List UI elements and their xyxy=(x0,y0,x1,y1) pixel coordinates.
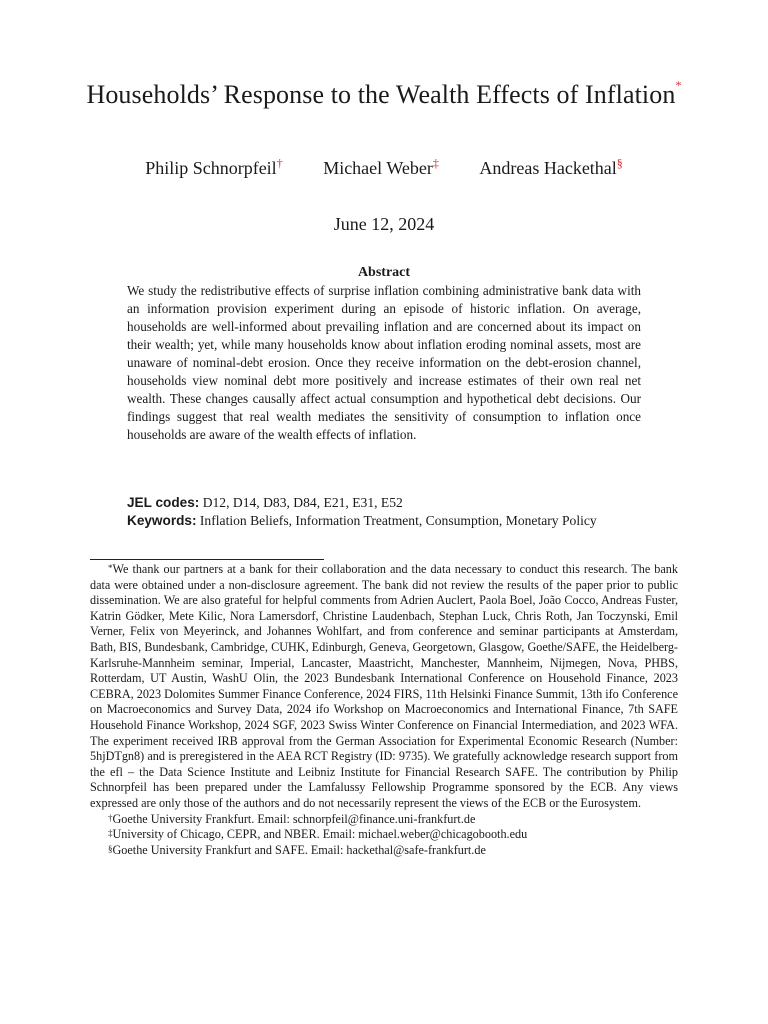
footnote-text: We thank our partners at a bank for their collaboration and the data necessary to conduct this research. The bank data were obtained under a non-disclosure agreement. The bank did not review the results of the paper prior to public dissemination. We are also grateful for helpful comments from Adrien Auclert, Paola Boel, João Cocco, Andreas Fuster, Katrin Gödker, Mete Kilic, Nora Lamersdorf, Christine Laudenbach, Stephan Luck, Chris Roth, Jan Toczynski, Emil Verner, Felix von Meyerinck, and Johannes Wohlfart, and from conference and seminar participants at Amsterdam, Bath, BIS, Bundesbank, Cambridge, CUHK, Edinburgh, Geneva, Georgetown, Glasgow, Goethe/SAFE, the Heidelberg-Karlsruhe-Mannheim seminar, Imperial, Lancaster, Maastricht, Manchester, Mannheim, Nijmegen, Nova, PHBS, Rotterdam, UT Austin, WashU Olin, the 2023 Bundesbank International Conference on Household Finance, 2023 CEBRA, 2023 Dolomites Summer Finance Conference, 2024 FIRS, 11th Helsinki Finance Summit, 13th ifo Conference on Macroeconomics and Survey Data, 2024 ifo Workshop on Macroeconomics and International Finance, 7th SAFE Household Finance Workshop, 2024 SGF, 2023 Swiss Winter Conference on Financial Intermediation, and 2023 WFA. The experiment received IRB approval from the German Association for Experimental Economic Research (Number: 5hjDTgn8) and is preregistered in the AEA RCT Registry (ID: 9735). We gratefully acknowledge research support from the efl – the Data Science Institute and Leibniz Institute for Financial Research SAFE. The contribution by Philip Schnorpfeil has been prepared under the Lamfalussy Fellowship Programme sponsored by the ECB. Any views expressed are only those of the authors and do not necessarily represent the views of the ECB or the Eurosystem. xyxy=(90,562,678,810)
jel-codes-line xyxy=(127,495,667,511)
author-list xyxy=(0,158,768,179)
author-2 xyxy=(323,158,439,179)
footnote-text: Goethe University Frankfurt. Email: schnorpfeil@finance.uni-frankfurt.de xyxy=(112,811,476,826)
author-3 xyxy=(479,158,622,179)
footnote-mark: § xyxy=(108,843,113,854)
author-footnote-mark[interactable]: ‡ xyxy=(432,156,439,170)
paper-title xyxy=(0,80,768,110)
abstract-text: We study the redistributive effects of surprise inflation combining administrative bank data with an information provision experiment during an episode of historic inflation. On average, households are well-informed about prevailing inflation and are concerned about its impact on their wealth; yet, while many households know about inflation eroding nominal assets, most are unaware of nominal-debt erosion. Once they receive information on the debt-erosion channel, households view nominal debt more positively and increase estimates of their own real net wealth. These changes causally affect actual consumption and hypothetical debt decisions. Our findings suggest that real wealth mediates the sensitivity of consumption to inflation once households are aware of the wealth effects of inflation. xyxy=(127,283,641,442)
author-footnote-mark[interactable]: § xyxy=(616,156,623,170)
footnote-text: University of Chicago, CEPR, and NBER. Email: michael.weber@chicagobooth.edu xyxy=(112,827,528,842)
footnote-author-2 xyxy=(90,827,678,843)
footnote-author-1 xyxy=(90,812,678,828)
author-footnote-mark[interactable]: † xyxy=(276,156,283,170)
author-name: Michael Weber xyxy=(323,158,433,178)
author-name: Philip Schnorpfeil xyxy=(145,158,277,178)
title-footnote-mark[interactable]: * xyxy=(675,78,682,92)
footnotes xyxy=(90,562,678,858)
footnote-mark: ‡ xyxy=(108,828,113,839)
title-text: Households’ Response to the Wealth Effects of Inflation xyxy=(86,80,676,109)
footnote-divider xyxy=(90,559,324,560)
jel-label: JEL codes: xyxy=(127,495,200,510)
author-name: Andreas Hackethal xyxy=(479,158,617,178)
paper-date: June 12, 2024 xyxy=(333,214,435,234)
footnote-author-3 xyxy=(90,843,678,859)
footnote-mark: * xyxy=(108,563,113,573)
abstract-heading: Abstract xyxy=(357,265,411,280)
footnote-mark: † xyxy=(108,812,113,823)
keywords-line xyxy=(127,513,687,529)
author-1 xyxy=(145,158,283,179)
jel-codes: D12, D14, D83, D84, E21, E31, E52 xyxy=(202,495,403,510)
keywords: Inflation Beliefs, Information Treatment, Consumption, Monetary Policy xyxy=(199,513,597,528)
footnote-acknowledgements xyxy=(90,562,678,812)
footnote-text: Goethe University Frankfurt and SAFE. Email: hackethal@safe-frankfurt.de xyxy=(112,842,486,857)
keywords-label: Keywords: xyxy=(127,513,197,528)
